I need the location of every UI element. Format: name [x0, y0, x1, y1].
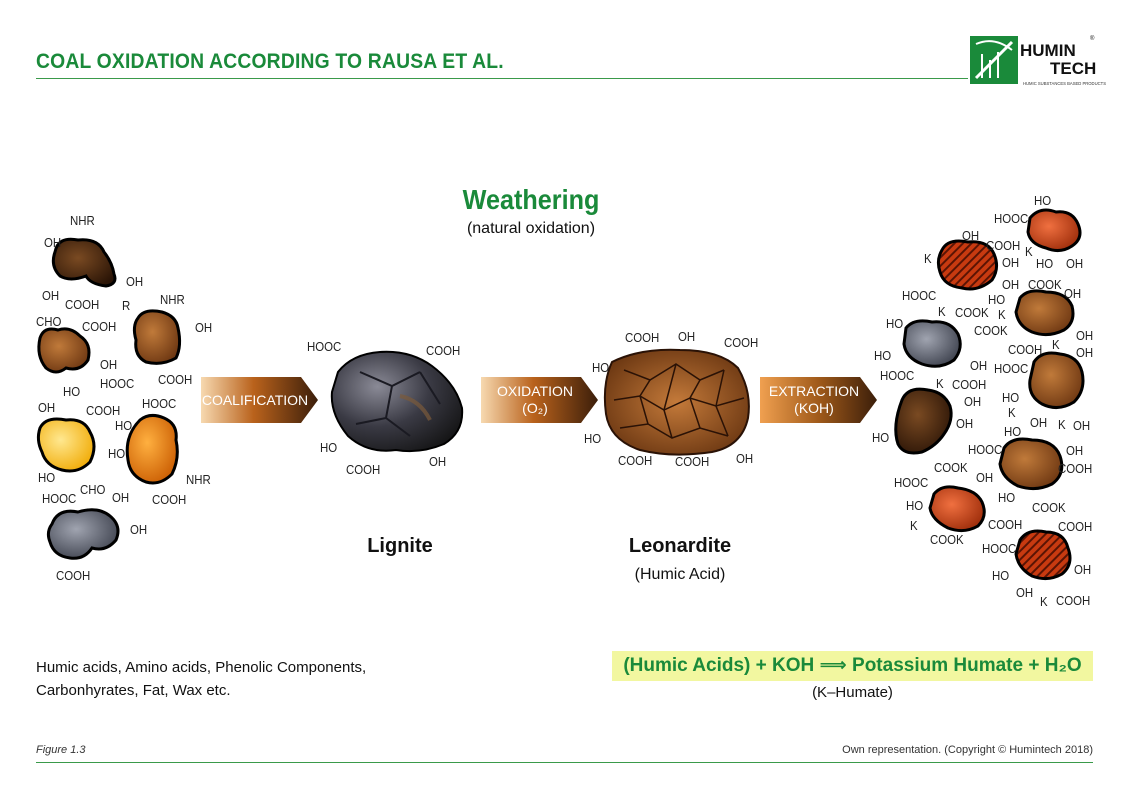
chem-label: OH: [1076, 345, 1094, 360]
components-note-line2: Carbonhyrates, Fat, Wax etc.: [36, 682, 231, 699]
chem-label: COOK: [934, 460, 968, 475]
copyright-credit: Own representation. (Copyright © Humintech 2018): [842, 744, 1093, 756]
chem-label: HOOC: [42, 491, 77, 506]
chem-label: HOOC: [994, 361, 1029, 376]
chem-label: NHR: [70, 213, 95, 228]
chem-label: OH: [42, 288, 60, 303]
chem-label: COOH: [625, 330, 660, 345]
chem-label: COOH: [1058, 461, 1093, 476]
chem-label: COOH: [82, 319, 117, 334]
extraction-label: EXTRACTION: [768, 383, 860, 399]
chem-label: OH: [1073, 418, 1091, 433]
blob-grey: [48, 510, 118, 559]
chem-label: COOH: [426, 343, 461, 358]
chem-label: K: [924, 251, 932, 266]
oxidation-agent: (O₂): [522, 400, 548, 416]
blob-brown-r2: [1030, 353, 1083, 408]
svg-text:HUMIC SUBSTANCES BASED PRODUCT: HUMIC SUBSTANCES BASED PRODUCTS: [1023, 81, 1106, 86]
chem-label: COOH: [346, 462, 381, 477]
chem-label: K: [938, 304, 946, 319]
chem-label: HO: [38, 470, 56, 485]
chem-label: HO: [1036, 256, 1054, 271]
chem-label: HOOC: [902, 288, 937, 303]
components-note-line1: Humic acids, Amino acids, Phenolic Components,: [36, 659, 367, 676]
chem-label: OH: [1030, 415, 1048, 430]
blob-brown-r3: [1000, 439, 1062, 489]
chem-label: OH: [1002, 277, 1020, 292]
weathering-subtitle: (natural oxidation): [466, 220, 596, 237]
equation-sublabel: (K–Humate): [812, 684, 893, 701]
chem-label: COOH: [952, 377, 987, 392]
chem-label: HOOC: [994, 211, 1029, 226]
chem-label: COOH: [152, 492, 187, 507]
chem-label: COOH: [65, 297, 100, 312]
chem-label: CHO: [36, 314, 62, 329]
chem-label: K: [936, 376, 944, 391]
chem-label: OH: [970, 358, 988, 373]
lignite-rock: [332, 352, 462, 451]
chem-label: HOOC: [894, 475, 929, 490]
chem-label: OH: [1074, 562, 1092, 577]
chem-label: COOK: [974, 323, 1008, 338]
figure-number: Figure 1.3: [36, 744, 86, 756]
chem-label: K: [1040, 594, 1048, 609]
chem-label: OH: [976, 470, 994, 485]
chem-label: OH: [1016, 585, 1034, 600]
chem-label: K: [998, 307, 1006, 322]
chem-label: OH: [678, 329, 696, 344]
blob-rust-top: [1028, 210, 1080, 251]
chem-label: HOOC: [982, 541, 1017, 556]
chem-label: COOH: [986, 238, 1021, 253]
chem-label: HO: [115, 418, 133, 433]
chem-label: COOH: [675, 454, 710, 469]
blob-dark-r: [896, 389, 951, 453]
chem-label: HO: [108, 446, 126, 461]
chem-label: OH: [736, 451, 754, 466]
leonardite-label: Leonardite: [628, 535, 732, 557]
chem-label: K: [1025, 244, 1033, 259]
chem-label: HO: [1034, 193, 1052, 208]
chem-label: OH: [1066, 256, 1084, 271]
blob-brown-1: [134, 311, 179, 363]
chem-label: OH: [126, 274, 144, 289]
chem-label: HO: [320, 440, 338, 455]
blob-yellow: [38, 419, 94, 471]
blob-rust-r: [930, 487, 984, 531]
footer-rule: [36, 762, 1093, 763]
chem-label: OH: [1002, 255, 1020, 270]
chem-label: HO: [584, 431, 602, 446]
extraction-agent: (KOH): [794, 400, 834, 416]
chem-label: HO: [592, 360, 610, 375]
oxidation-label: OXIDATION: [497, 383, 573, 399]
chem-label: HO: [1004, 424, 1022, 439]
chem-label: HO: [63, 384, 81, 399]
chem-label: HOOC: [142, 396, 177, 411]
chem-label: OH: [429, 454, 447, 469]
leonardite-sublabel: (Humic Acid): [634, 566, 726, 583]
chem-label: OH: [1064, 286, 1082, 301]
blob-dark-brown: [53, 239, 115, 286]
blob-brown-2: [39, 329, 89, 372]
chem-label: R: [122, 298, 131, 313]
chem-label: HOOC: [100, 376, 135, 391]
chem-label: OH: [1076, 328, 1094, 343]
chem-label: OH: [956, 416, 974, 431]
leonardite-rock: [605, 350, 749, 455]
chem-label: HOOC: [307, 339, 342, 354]
chem-label: HOOC: [968, 442, 1003, 457]
chem-label: OH: [44, 235, 62, 250]
equation: (Humic Acids) + KOH ⟹ Potassium Humate + H₂O: [623, 655, 1082, 676]
chem-label: OH: [112, 490, 130, 505]
chem-label: HO: [872, 430, 890, 445]
chem-label: NHR: [186, 472, 211, 487]
blob-orange: [127, 415, 177, 483]
chem-label: OH: [1066, 443, 1084, 458]
chem-label: COOH: [618, 453, 653, 468]
chem-label: OH: [195, 320, 213, 335]
chem-label: K: [1058, 417, 1066, 432]
coalification-label: COALIFICATION: [201, 392, 309, 408]
chem-label: COOH: [1058, 519, 1093, 534]
chem-label: OH: [964, 394, 982, 409]
blob-striped-2: [1016, 531, 1070, 579]
chem-label: HOOC: [880, 368, 915, 383]
chem-label: COOK: [955, 305, 989, 320]
chem-label: COOH: [158, 372, 193, 387]
chem-label: COOK: [1032, 500, 1066, 515]
chem-label: OH: [100, 357, 118, 372]
chem-label: NHR: [160, 292, 185, 307]
components-note: [36, 656, 366, 702]
blob-grey-r: [904, 321, 960, 366]
chem-label: HO: [992, 568, 1010, 583]
weathering-title: Weathering: [462, 184, 600, 215]
chem-label: HO: [906, 498, 924, 513]
chem-label: COOH: [1056, 593, 1091, 608]
chem-label: HO: [988, 292, 1006, 307]
chem-label: HO: [874, 348, 892, 363]
chem-label: K: [1052, 337, 1060, 352]
chem-label: OH: [962, 228, 980, 243]
chem-label: COOH: [988, 517, 1023, 532]
chem-label: OH: [38, 400, 56, 415]
chem-label: COOK: [930, 532, 964, 547]
chem-label: K: [910, 518, 918, 533]
chem-label: OH: [130, 522, 148, 537]
svg-text:®: ®: [1090, 36, 1095, 42]
chem-label: HO: [886, 316, 904, 331]
chem-label: COOH: [56, 568, 91, 583]
chem-label: HO: [998, 490, 1016, 505]
chem-label: COOK: [1028, 277, 1062, 292]
chem-label: COOH: [1008, 342, 1043, 357]
chem-label: CHO: [80, 482, 106, 497]
lignite-label: Lignite: [367, 535, 433, 557]
chem-label: COOH: [86, 403, 121, 418]
svg-text:HUMIN: HUMIN: [1020, 41, 1076, 60]
svg-text:TECH: TECH: [1050, 59, 1097, 78]
chem-label: K: [1008, 405, 1016, 420]
page-title: COAL OXIDATION ACCORDING TO RAUSA ET AL.: [36, 50, 504, 73]
chem-label: COOH: [724, 335, 759, 350]
chem-label: HO: [1002, 390, 1020, 405]
